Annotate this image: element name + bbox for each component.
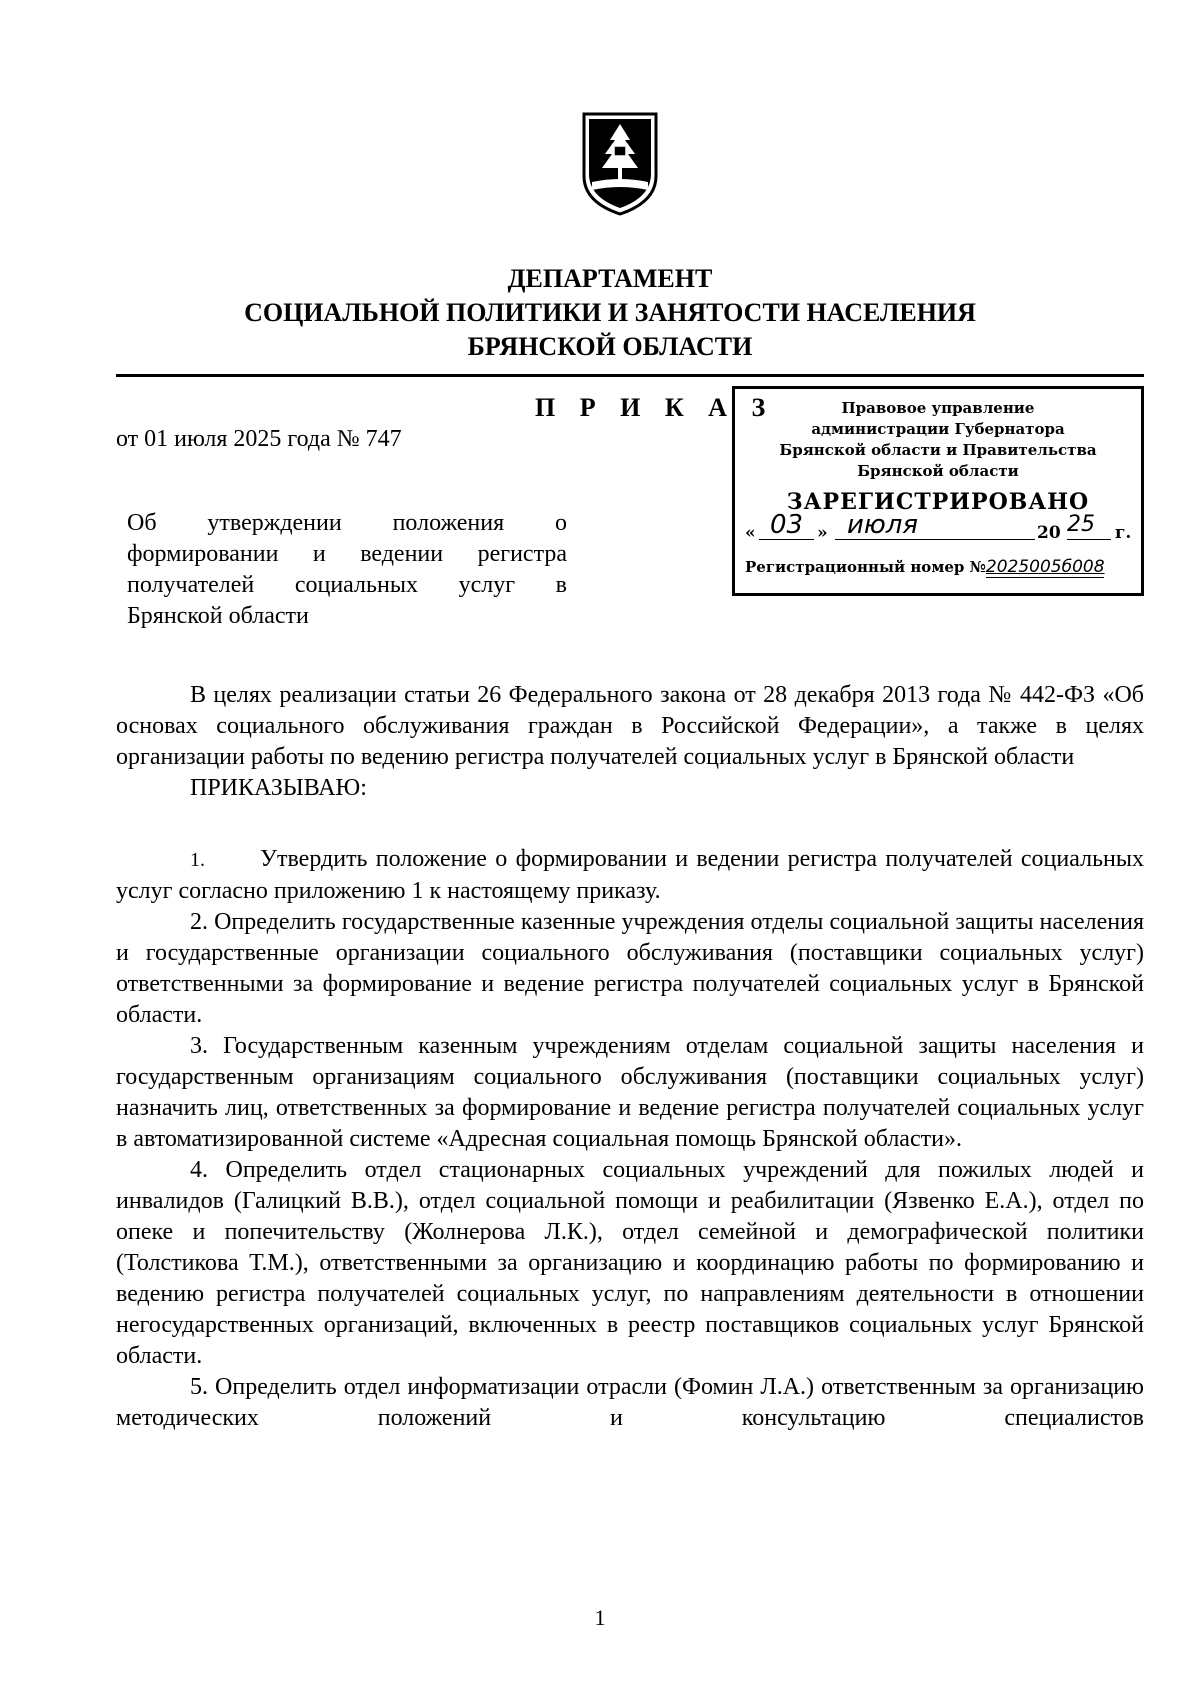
stamp-date-line [745,510,1137,547]
order-subject [127,508,567,632]
subject-line-2: формировании и ведении регистра [127,541,567,567]
registration-stamp [732,386,1144,596]
stamp-handwritten-year: 25 [1067,511,1111,540]
header-line-2: СОЦИАЛЬНОЙ ПОЛИТИКИ И ЗАНЯТОСТИ НАСЕЛЕНИЯ [244,298,976,327]
stamp-registered-label: ЗАРЕГИСТРИРОВАНО [786,489,1090,515]
stamp-handwritten-reg-number: 2025005б008 [985,557,1105,577]
page-number: 1 [594,1605,606,1630]
stamp-org-line-4: Брянской области [857,462,1019,480]
item-4-paragraph: 4. Определить отдел стационарных социальных учреждений для пожилых людей и инвалидов (Галицкий В.В.), отдел социальной помощи и реабилитации (Язвенко Е.А.), отдел по опеке и попечительству (Жолнерова Л.К.), отдел семейной и демографической политики (Толстикова Т.М.), ответственными за организацию и координацию работы по формированию и ведению регистра получателей социальных услуг, по направлениям деятельности в отношении негосударственных организаций, включенных в реестр поставщиков социальных услуг Брянской области. [116,1157,1144,1369]
subject-line-3: получателей социальных услуг в [127,572,567,598]
order-body [116,680,1144,1434]
stamp-org-line-2: администрации Губернатора [811,420,1065,438]
stamp-org-line-1: Правовое управление [841,399,1035,417]
stamp-reg-label: Регистрационный номер № [745,558,986,576]
subject-line-4: Брянской области [127,603,309,629]
order-title: П Р И К А З [535,393,775,422]
header-line-3: БРЯНСКОЙ ОБЛАСТИ [467,332,753,361]
stamp-org-line-3: Брянской области и Правительства [779,441,1097,459]
item-2-paragraph: 2. Определить государственные казенные учреждения отделы социальной защиты населения и государственные организации социального обслуживания (поставщики социальных услуг) ответственными за формирование и ведение регистра получателей социальных услуг в Брянской области. [116,909,1144,1028]
subject-line-1: Об утверждении положения о [127,510,567,536]
stamp-handwritten-day: 03 [759,511,814,540]
item-1-text: Утвердить положение о формировании и ведении регистра получателей социальных услуг согласно приложению 1 к настоящему приказу. [116,846,1144,904]
header-line-1: ДЕПАРТАМЕНТ [507,264,713,293]
item-5-paragraph: 5. Определить отдел информатизации отрасли (Фомин Л.А.) ответственным за организацию методических положений и консультацию специалистов [116,1374,1144,1431]
stamp-quote-close: » [817,523,828,543]
stamp-year-prefix: 20 [1037,523,1061,543]
item-1-paragraph [116,844,1144,907]
preamble-paragraph: В целях реализации статьи 26 Федерального закона от 28 декабря 2013 года № 442-ФЗ «Об основах социального обслуживания граждан в Российской Федерации», а также в целях организации работы по ведению регистра получателей социальных услуг в Брянской области [116,682,1144,770]
stamp-quote-open: « [745,523,756,543]
decree-word: ПРИКАЗЫВАЮ: [190,775,367,801]
stamp-year-mark: г. [1115,523,1132,543]
stamp-organization [735,398,1141,482]
item-1-number: 1. [190,849,205,871]
stamp-handwritten-month: июля [835,511,1035,540]
header-divider [116,374,1144,377]
order-date-number: от 01 июля 2025 года № 747 [116,426,402,452]
coat-of-arms-emblem [580,110,660,218]
stamp-registration-number-line [745,557,1137,578]
department-header [110,262,1110,364]
item-3-paragraph: 3. Государственным казенным учреждениям отделам социальной защиты населения и государственным организациям социального обслуживания (поставщики социальных услуг) назначить лиц, ответственных за формирование и ведение регистра получателей социальных услуг в автоматизированной системе «Адресная социальная помощь Брянской области». [116,1033,1144,1152]
